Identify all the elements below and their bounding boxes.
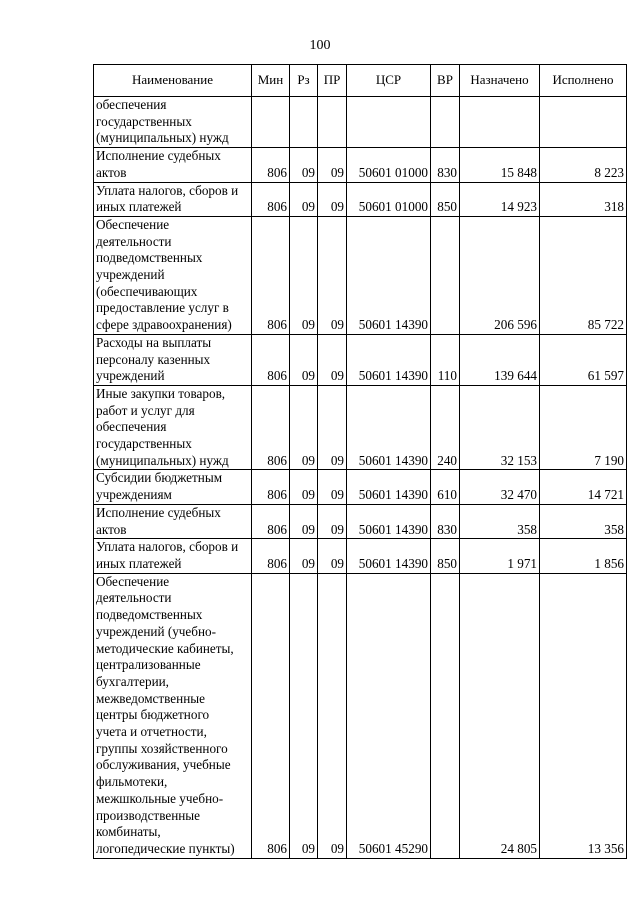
table-row [94,539,627,573]
cell-pr: 09 [318,573,347,858]
table-row [94,148,627,182]
cell-pr: 09 [318,148,347,182]
table-row [94,216,627,334]
cell-min: 806 [252,216,290,334]
cell-csr: 50601 45290 [347,573,431,858]
cell-min: 806 [252,182,290,216]
cell-vr [431,97,460,148]
cell-planned: 32 153 [460,385,540,470]
page-number: 100 [309,38,331,53]
cell-vr: 830 [431,148,460,182]
cell-executed: 13 356 [540,573,627,858]
header-name: Наименование [94,65,252,97]
cell-csr: 50601 14390 [347,334,431,385]
budget-table [93,64,627,859]
cell-executed: 7 190 [540,385,627,470]
cell-executed: 14 721 [540,470,627,504]
cell-name: Субсидии бюджетным учреждениям [94,470,252,504]
cell-name: обеспечения государственных (муниципальных) нужд [94,97,252,148]
cell-pr: 09 [318,470,347,504]
cell-planned: 14 923 [460,182,540,216]
table-body [94,97,627,859]
cell-pr: 09 [318,216,347,334]
cell-min: 806 [252,334,290,385]
cell-planned: 358 [460,504,540,538]
cell-planned [460,97,540,148]
cell-pr: 09 [318,182,347,216]
cell-name: Обеспечение деятельности подведомственных учреждений (учебно- методические кабинеты, централизованные бухгалтерии, межведомственные центры бюджетного учета и отчетности, группы хозяйственного обслуживания, учебные фильмотеки, межшкольные учебно- производственные комбинаты, логопедические пункты) [94,573,252,858]
cell-pr [318,97,347,148]
cell-vr: 830 [431,504,460,538]
cell-rz [290,97,318,148]
cell-min: 806 [252,470,290,504]
cell-executed: 85 722 [540,216,627,334]
cell-planned: 139 644 [460,334,540,385]
cell-vr: 610 [431,470,460,504]
cell-name: Уплата налогов, сборов и иных платежей [94,182,252,216]
cell-vr [431,573,460,858]
header-planned: Назначено [460,65,540,97]
cell-csr: 50601 14390 [347,504,431,538]
cell-csr: 50601 14390 [347,216,431,334]
table-row [94,504,627,538]
cell-rz: 09 [290,334,318,385]
cell-executed: 318 [540,182,627,216]
cell-executed: 8 223 [540,148,627,182]
cell-executed: 358 [540,504,627,538]
table-row [94,334,627,385]
cell-rz: 09 [290,182,318,216]
cell-planned: 15 848 [460,148,540,182]
cell-rz: 09 [290,148,318,182]
table-row [94,573,627,858]
cell-pr: 09 [318,385,347,470]
table-row [94,97,627,148]
cell-rz: 09 [290,385,318,470]
header-vr: ВР [431,65,460,97]
header-csr: ЦСР [347,65,431,97]
cell-min: 806 [252,148,290,182]
cell-vr: 240 [431,385,460,470]
cell-csr: 50601 14390 [347,539,431,573]
header-pr: ПР [318,65,347,97]
cell-min: 806 [252,385,290,470]
cell-name: Уплата налогов, сборов и иных платежей [94,539,252,573]
cell-name: Исполнение судебных актов [94,504,252,538]
cell-name: Обеспечение деятельности подведомственных учреждений (обеспечивающих предоставление услуг в сфере здравоохранения) [94,216,252,334]
cell-planned: 206 596 [460,216,540,334]
cell-rz: 09 [290,539,318,573]
cell-csr: 50601 01000 [347,148,431,182]
cell-executed: 61 597 [540,334,627,385]
cell-csr: 50601 01000 [347,182,431,216]
cell-rz: 09 [290,470,318,504]
cell-executed [540,97,627,148]
cell-rz: 09 [290,573,318,858]
cell-min: 806 [252,539,290,573]
cell-min [252,97,290,148]
header-rz: Рз [290,65,318,97]
cell-rz: 09 [290,504,318,538]
cell-name: Исполнение судебных актов [94,148,252,182]
cell-csr [347,97,431,148]
cell-rz: 09 [290,216,318,334]
cell-pr: 09 [318,334,347,385]
cell-min: 806 [252,504,290,538]
cell-pr: 09 [318,504,347,538]
cell-csr: 50601 14390 [347,385,431,470]
cell-name: Иные закупки товаров, работ и услуг для обеспечения государственных (муниципальных) нужд [94,385,252,470]
cell-vr: 850 [431,182,460,216]
table-row [94,385,627,470]
cell-planned: 32 470 [460,470,540,504]
cell-min: 806 [252,573,290,858]
cell-planned: 24 805 [460,573,540,858]
cell-planned: 1 971 [460,539,540,573]
table-row [94,470,627,504]
cell-pr: 09 [318,539,347,573]
cell-vr: 850 [431,539,460,573]
cell-csr: 50601 14390 [347,470,431,504]
header-executed: Исполнено [540,65,627,97]
table-header-row [94,65,627,97]
table-row [94,182,627,216]
cell-vr [431,216,460,334]
header-min: Мин [252,65,290,97]
cell-name: Расходы на выплаты персоналу казенных учреждений [94,334,252,385]
cell-executed: 1 856 [540,539,627,573]
cell-vr: 110 [431,334,460,385]
